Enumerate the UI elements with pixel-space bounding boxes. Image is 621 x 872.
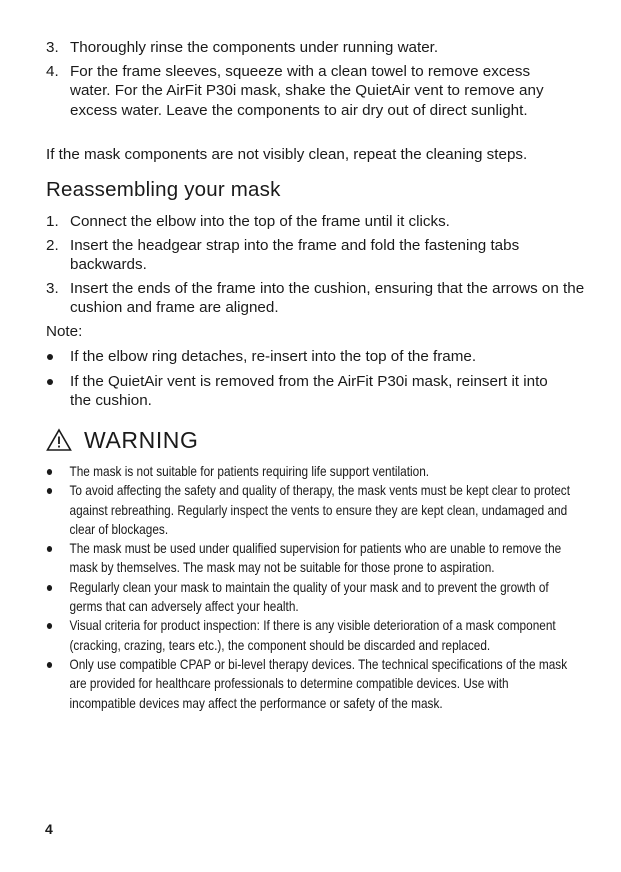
bullet-icon — [47, 623, 52, 629]
warning-title: WARNING — [84, 427, 199, 453]
note-item — [46, 372, 550, 411]
repeat-cleaning-note: If the mask components are not visibly clean, repeat the cleaning steps. — [46, 146, 528, 163]
warning-list — [46, 462, 570, 713]
warning-triangle-icon — [46, 428, 72, 452]
step-text: Insert the headgear strap into the frame and fold the fastening tabs backwards. — [70, 236, 520, 273]
warning-item — [46, 616, 577, 655]
reassembly-steps-list — [46, 212, 585, 318]
warning-item — [46, 481, 577, 539]
warning-item — [46, 655, 577, 713]
bullet-icon — [47, 585, 52, 591]
cleaning-step — [46, 62, 562, 121]
note-text: If the QuietAir vent is removed from the AirFit P30i mask, reinsert it into the cushion. — [70, 372, 548, 409]
page-number: 4 — [45, 821, 53, 837]
step-number: 4. — [46, 62, 59, 80]
warning-item — [46, 578, 577, 617]
cleaning-steps-list — [46, 38, 576, 120]
bullet-icon — [47, 662, 52, 668]
warning-text: Regularly clean your mask to maintain the quality of your mask and to prevent the growth of germs that can adversely affect your health. — [69, 579, 549, 615]
reassembly-step — [46, 236, 550, 275]
note-label: Note: — [46, 323, 83, 340]
notes-list — [46, 347, 576, 411]
reassembly-step — [46, 212, 576, 232]
warning-heading — [46, 425, 199, 455]
step-text: For the frame sleeves, squeeze with a clean towel to remove excess water. For the AirFit P30i mask, shake the QuietAir vent to remove any excess water. Leave the components to air dry out of direct sunlight. — [70, 62, 544, 119]
warning-item — [46, 539, 577, 578]
step-number: 3. — [46, 39, 59, 56]
note-text: If the elbow ring detaches, re-insert into the top of the frame. — [70, 348, 477, 365]
step-text: Thoroughly rinse the components under running water. — [70, 39, 439, 56]
bullet-icon — [47, 379, 53, 385]
step-number: 3. — [46, 279, 59, 297]
step-number: 1. — [46, 213, 59, 230]
note-item — [46, 347, 576, 367]
warning-text: To avoid affecting the safety and quality of therapy, the mask vents must be kept clear to protect against rebreathing. Regularly inspect the vents to ensure they are kept clean, undamaged and clear of blockages. — [69, 483, 570, 537]
cleaning-step — [46, 38, 576, 58]
step-text: Connect the elbow into the top of the frame until it clicks. — [70, 213, 450, 230]
section-heading: Reassembling your mask — [46, 178, 281, 201]
warning-text: Only use compatible CPAP or bi-level therapy devices. The technical specifications of the mask are provided for healthcare professionals to determine compatible devices. Use with incompatible devices may affect the performance or safety of the mask. — [69, 656, 568, 711]
bullet-icon — [47, 546, 52, 552]
bullet-icon — [47, 488, 52, 494]
step-text: Insert the ends of the frame into the cushion, ensuring that the arrows on the cushion and frame are aligned. — [70, 279, 585, 316]
reassembly-step — [46, 279, 595, 318]
warning-text: The mask must be used under qualified supervision for patients who are unable to remove the mask by themselves. The mask may not be suitable for those prone to aspiration. — [69, 541, 562, 576]
warning-text: The mask is not suitable for patients requiring life support ventilation. — [69, 464, 430, 479]
warning-text: Visual criteria for product inspection: If there is any visible deterioration of a mask component (cracking, crazing, tears etc.), the component should be discarded and replaced. — [69, 618, 556, 653]
warning-item — [46, 462, 577, 481]
step-number: 2. — [46, 236, 59, 254]
bullet-icon — [47, 354, 53, 360]
bullet-icon — [47, 469, 52, 475]
